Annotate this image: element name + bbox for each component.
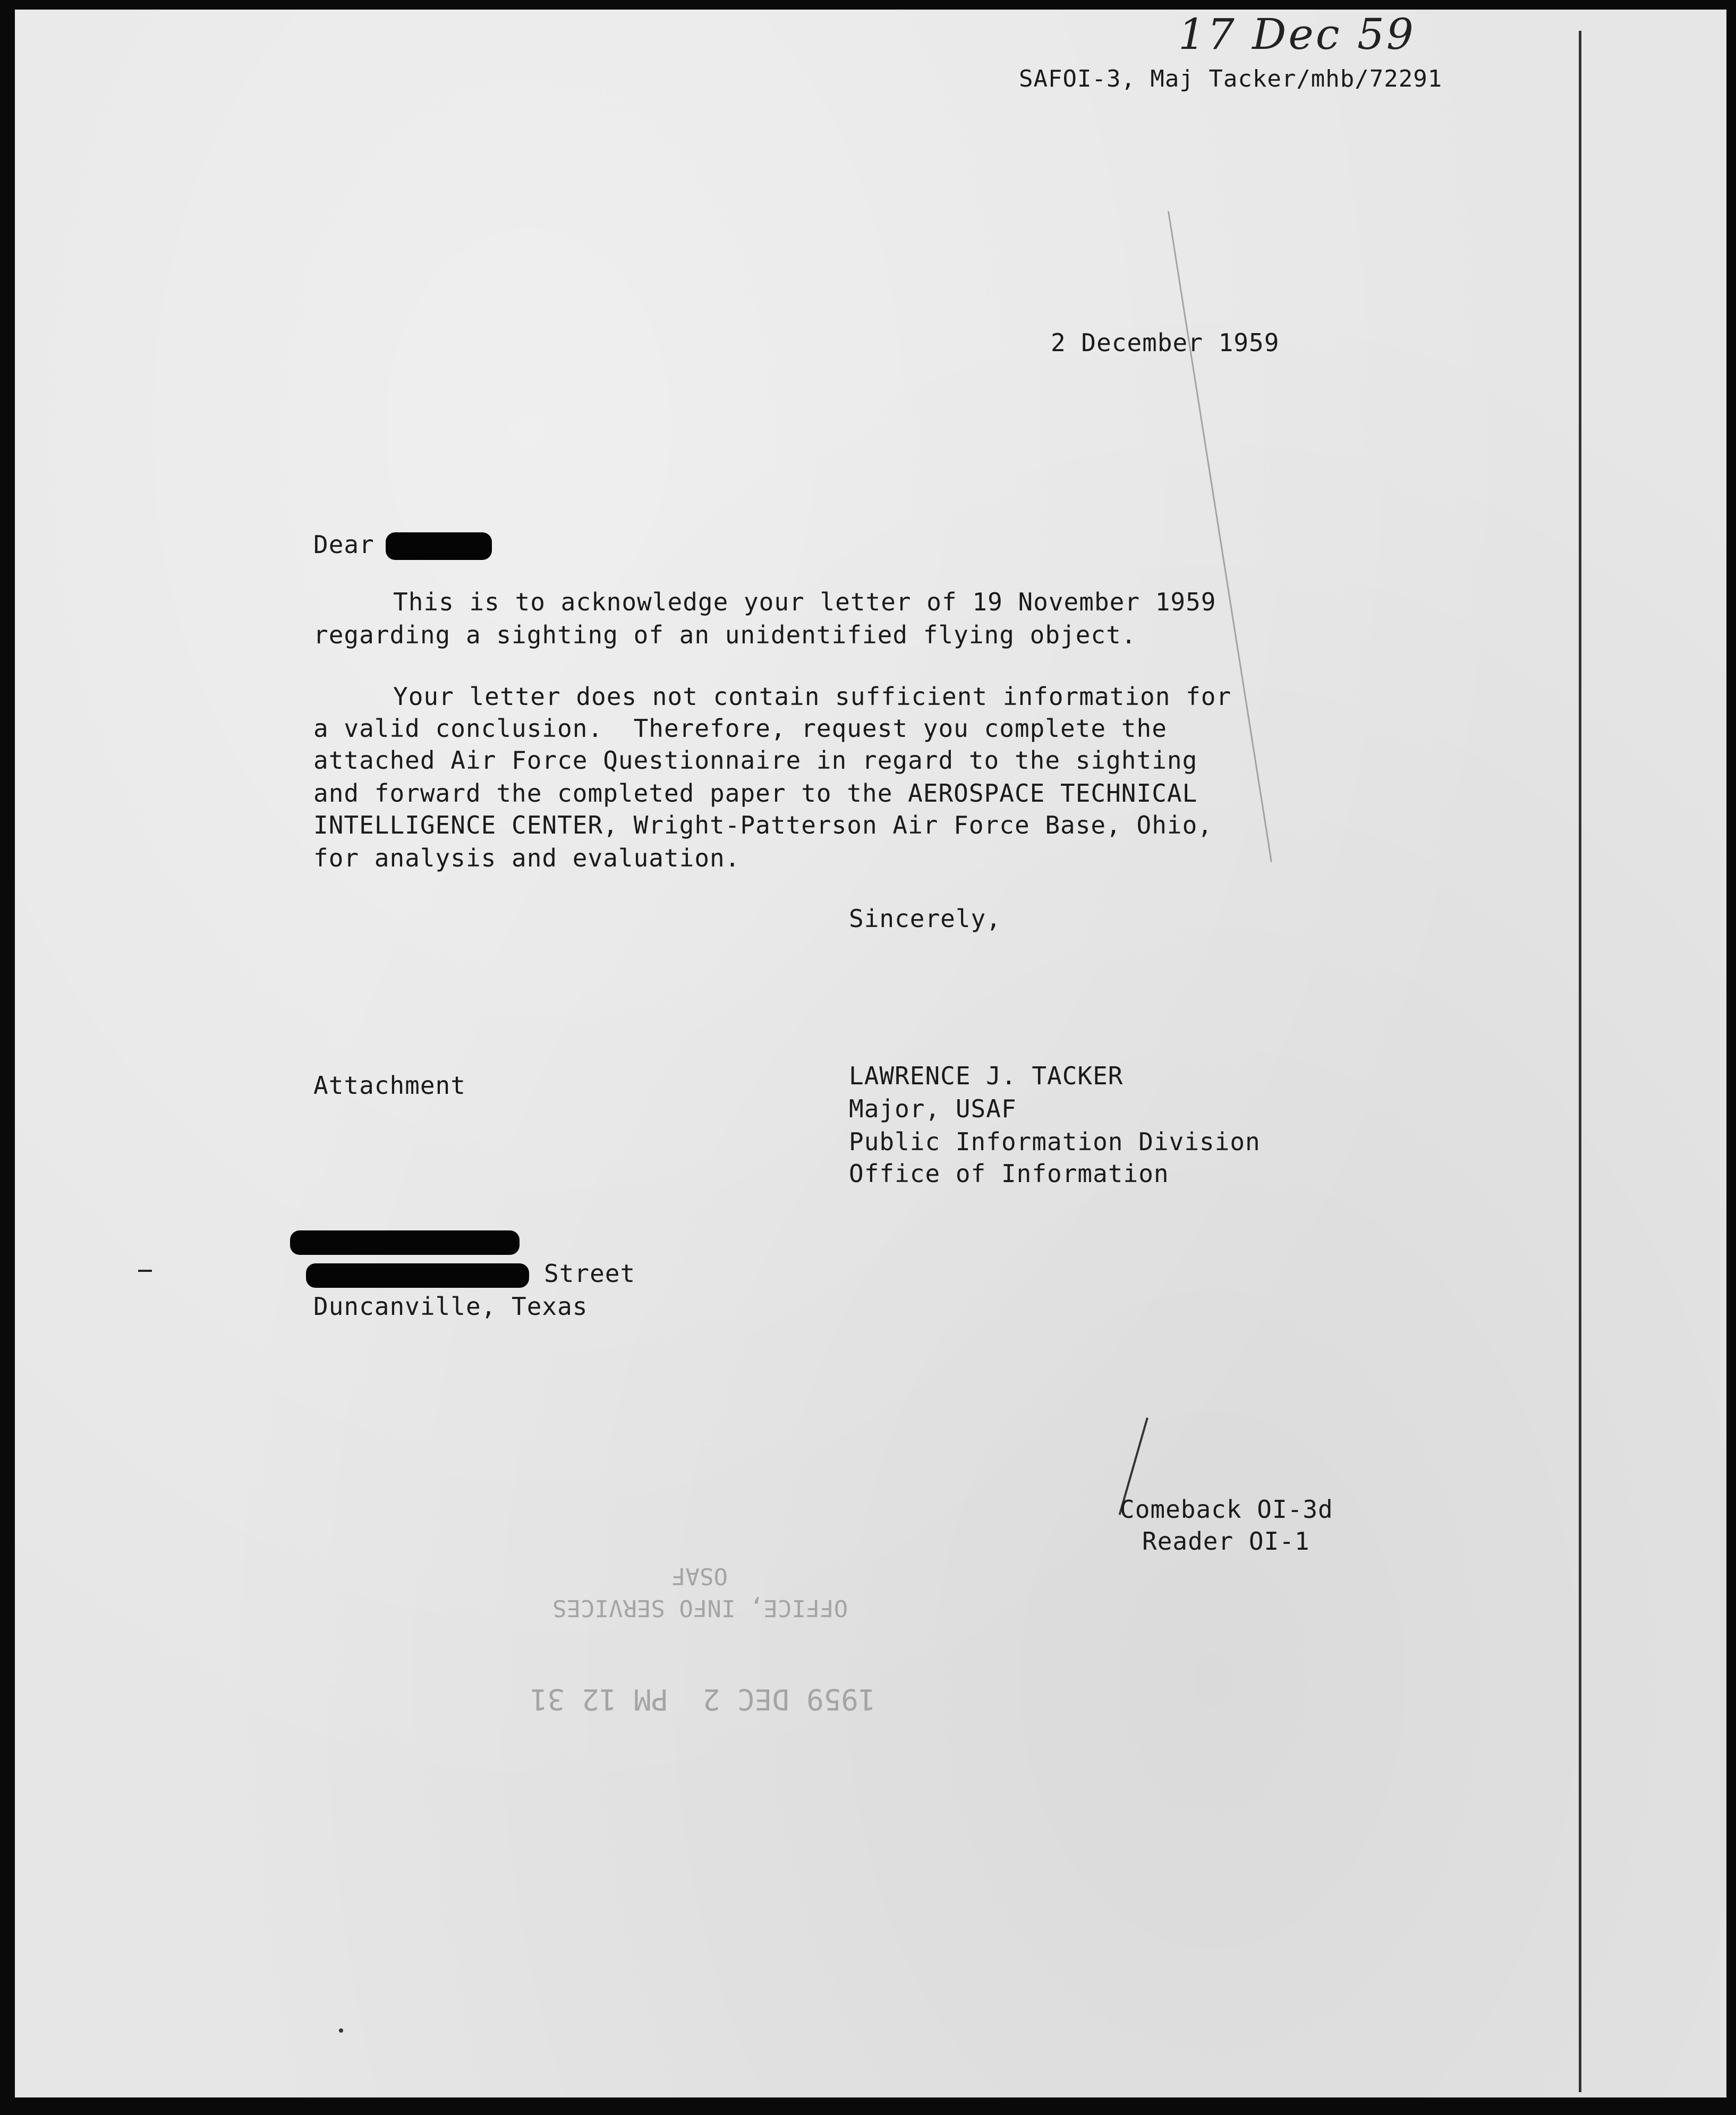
signature-name: LAWRENCE J. TACKER: [849, 1061, 1124, 1090]
body-paragraph-2-line-3: attached Air Force Questionnaire in regard to the sighting: [313, 746, 1198, 775]
signature-office: Office of Information: [849, 1159, 1169, 1188]
stray-dot: [339, 2028, 343, 2033]
body-paragraph-2-line-2: a valid conclusion. Therefore, request you complete the: [313, 714, 1167, 743]
distribution-comeback: Comeback OI-3d: [1120, 1495, 1333, 1524]
office-symbol: SAFOI-3, Maj Tacker/mhb/72291: [1019, 65, 1443, 92]
redacted-address-name: [290, 1230, 520, 1255]
body-paragraph-1-line-2: regarding a sighting of an unidentified flying object.: [313, 621, 1137, 649]
body-paragraph-1-line-1: This is to acknowledge your letter of 19 November 1959: [393, 588, 1216, 616]
body-paragraph-2-line-4: and forward the completed paper to the AEROSPACE TECHNICAL: [313, 779, 1198, 808]
distribution-reader: Reader OI-1: [1142, 1527, 1310, 1556]
address-city: Duncanville, Texas: [313, 1292, 588, 1321]
handwritten-file-number: 17 Dec 59: [1178, 10, 1416, 59]
redacted-street-number: [306, 1263, 529, 1288]
receipt-stamp-code: OSAF: [671, 1562, 728, 1590]
body-paragraph-2-line-1: Your letter does not contain sufficient information for: [393, 682, 1232, 711]
signature-division: Public Information Division: [849, 1127, 1261, 1156]
body-paragraph-2-line-6: for analysis and evaluation.: [313, 844, 741, 872]
receipt-stamp-date: 1959 DEC 2 PM 12 31: [530, 1683, 876, 1716]
address-street-suffix: Street: [544, 1259, 636, 1288]
salutation: Dear: [313, 530, 375, 559]
signature-rank: Major, USAF: [849, 1094, 1017, 1123]
letter-page: [15, 10, 1726, 2097]
body-paragraph-2-line-5: INTELLIGENCE CENTER, Wright-Patterson Air Force Base, Ohio,: [313, 811, 1213, 839]
closing: Sincerely,: [849, 904, 1001, 933]
stray-mark: [138, 1270, 152, 1272]
letter-date: 2 December 1959: [1051, 328, 1280, 357]
right-margin-line: [1579, 31, 1581, 2092]
redacted-recipient-name: [386, 532, 492, 560]
receipt-stamp-office: OFFICE, INFO SERVICES: [552, 1594, 848, 1621]
attachment-label: Attachment: [313, 1071, 466, 1100]
